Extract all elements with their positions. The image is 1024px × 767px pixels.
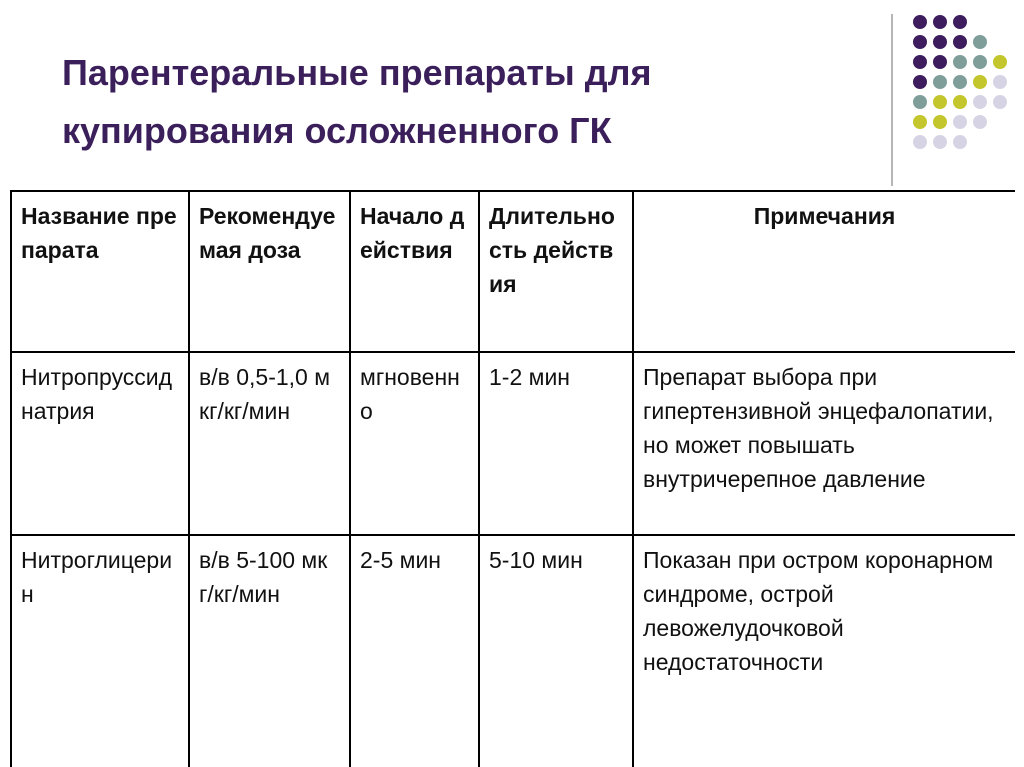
- table-row: [11, 352, 1015, 535]
- cell-dose: в/в 0,5-1,0 мкг/кг/мин: [189, 352, 350, 535]
- cell-notes: Препарат выбора при гипертензивной энцефалопатии, но может повышать внутричерепное давление: [633, 352, 1015, 535]
- decorative-dot: [913, 55, 927, 69]
- decorative-dot: [973, 95, 987, 109]
- decorative-dot: [913, 95, 927, 109]
- decorative-dot: [953, 35, 967, 49]
- header-notes: Примечания: [633, 191, 1015, 352]
- table-header-row: [11, 191, 1015, 352]
- decorative-dot: [953, 135, 967, 149]
- slide-title-line-2: купирования осложненного ГК: [62, 110, 612, 151]
- decorative-dot: [993, 75, 1007, 89]
- cell-notes: Показан при остром коронарном синдроме, острой левожелудочковой недостаточности: [633, 535, 1015, 767]
- decorative-dot: [953, 95, 967, 109]
- decorative-dot: [993, 95, 1007, 109]
- decorative-dot-grid: [0, 0, 1024, 200]
- decorative-dot: [913, 135, 927, 149]
- decorative-dot: [933, 35, 947, 49]
- decorative-dot: [953, 15, 967, 29]
- cell-duration: 1-2 мин: [479, 352, 633, 535]
- decorative-dot: [973, 75, 987, 89]
- decorative-dot: [953, 55, 967, 69]
- cell-onset: мгновенно: [350, 352, 479, 535]
- decorative-dot: [933, 135, 947, 149]
- decorative-dot: [933, 55, 947, 69]
- decorative-dot: [913, 35, 927, 49]
- decorative-dot: [973, 35, 987, 49]
- decorative-dot: [993, 55, 1007, 69]
- cell-dose: в/в 5-100 мкг/кг/мин: [189, 535, 350, 767]
- decorative-dot: [913, 115, 927, 129]
- header-drug-name: Название препарата: [11, 191, 189, 352]
- table-row: [11, 535, 1015, 767]
- decorative-dot: [933, 115, 947, 129]
- cell-onset: 2-5 мин: [350, 535, 479, 767]
- cell-duration: 5-10 мин: [479, 535, 633, 767]
- decorative-dot: [973, 55, 987, 69]
- drug-table-container: [10, 190, 1015, 767]
- decorative-dot: [953, 75, 967, 89]
- drug-table: [10, 190, 1015, 767]
- cell-drug-name: Нитроглицерин: [11, 535, 189, 767]
- decorative-dot: [913, 15, 927, 29]
- header-onset: Начало действия: [350, 191, 479, 352]
- slide-title-line-1: Парентеральные препараты для: [62, 52, 652, 93]
- header-recommended-dose: Рекомендуемая доза: [189, 191, 350, 352]
- decorative-dot: [953, 115, 967, 129]
- decorative-dot: [933, 95, 947, 109]
- cell-drug-name: Нитропруссид натрия: [11, 352, 189, 535]
- decorative-dot: [913, 75, 927, 89]
- header-duration: Длительность действия: [479, 191, 633, 352]
- decorative-dot: [973, 115, 987, 129]
- decorative-dot: [933, 15, 947, 29]
- decorative-dot: [933, 75, 947, 89]
